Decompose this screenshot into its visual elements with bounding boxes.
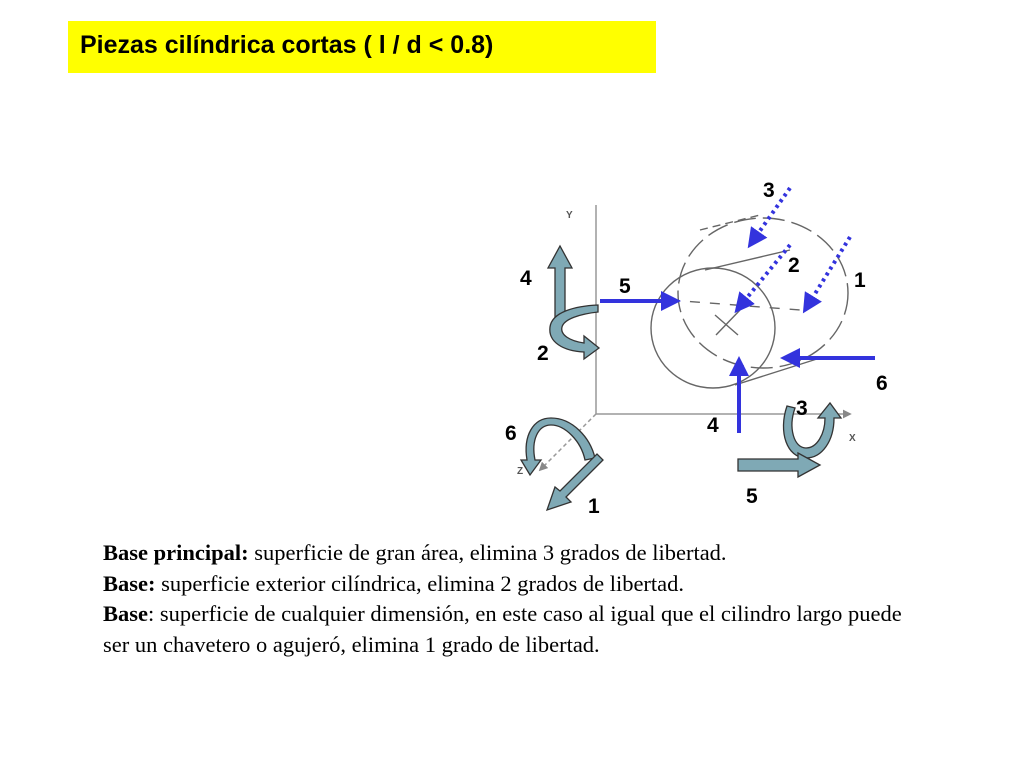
label-5-left: 5 bbox=[619, 275, 631, 298]
description bbox=[103, 538, 903, 660]
line-1-text: superficie de gran área, elimina 3 grados de libertad. bbox=[248, 540, 727, 565]
cylinder bbox=[651, 215, 848, 388]
dotted-arrow-2 bbox=[737, 245, 790, 310]
x-rotation-curl bbox=[783, 403, 841, 458]
number-labels bbox=[505, 179, 888, 518]
teal-indicators bbox=[521, 246, 841, 510]
y-translation-arrow bbox=[548, 246, 572, 318]
y-axis-label: Y bbox=[566, 210, 573, 221]
label-1-bottom: 1 bbox=[588, 495, 600, 518]
line-2-text: superficie exterior cilíndrica, elimina 2 grados de libertad. bbox=[155, 570, 685, 596]
label-4-left: 4 bbox=[520, 267, 532, 290]
label-2-left: 2 bbox=[537, 342, 549, 365]
label-3-top: 3 bbox=[763, 179, 775, 202]
description-line-2 bbox=[103, 569, 903, 600]
line-3-text: : superficie de cualquier dimensión, en este caso al igual que el cilindro largo puede ser un chavetero o agujeró, elimina 1 grado de libertad. bbox=[103, 601, 902, 657]
axis-cross-2 bbox=[716, 310, 740, 335]
line-1-label: Base principal: bbox=[103, 540, 249, 565]
label-6-right: 6 bbox=[876, 372, 888, 395]
page-title: Piezas cilíndrica cortas ( l / d < 0.8) bbox=[68, 21, 656, 73]
label-6-left: 6 bbox=[505, 422, 517, 445]
label-3-bottom: 3 bbox=[796, 397, 808, 420]
blue-restrictions bbox=[600, 188, 875, 433]
line-3-label: Base bbox=[103, 601, 148, 626]
label-4-bottom: 4 bbox=[707, 414, 719, 437]
label-2-mid: 2 bbox=[788, 254, 800, 277]
label-5-bottom: 5 bbox=[746, 485, 758, 508]
cylinder-axis bbox=[670, 300, 800, 310]
line-2-label: Base: bbox=[103, 570, 156, 596]
description-line-1 bbox=[103, 538, 903, 569]
cylinder-front-face bbox=[651, 268, 775, 388]
dotted-arrow-1 bbox=[805, 237, 850, 310]
label-1-right: 1 bbox=[854, 269, 866, 292]
z-axis-label: Z bbox=[517, 466, 524, 477]
x-axis-label: X bbox=[849, 433, 856, 444]
description-line-3 bbox=[103, 599, 903, 660]
